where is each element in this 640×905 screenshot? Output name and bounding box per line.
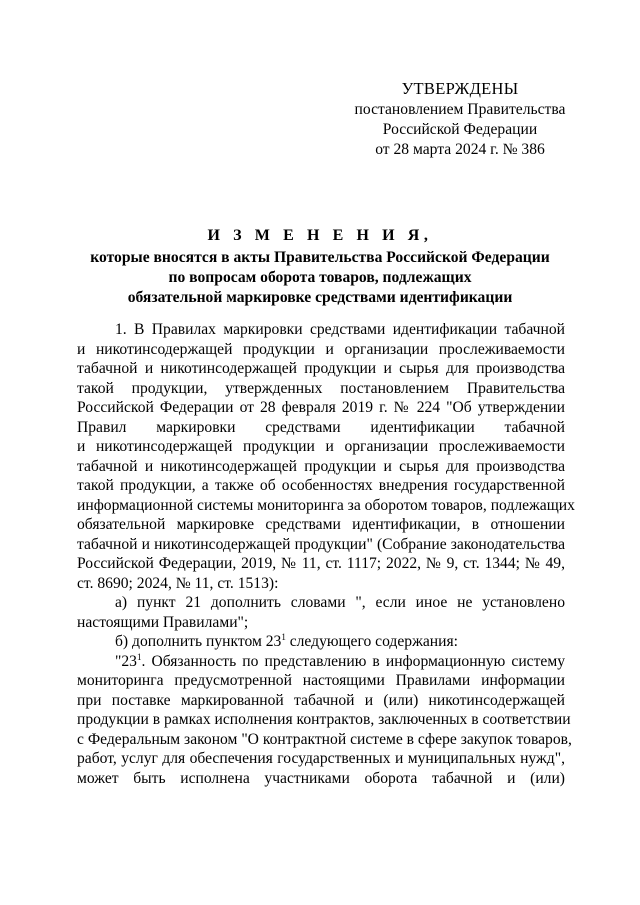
document-body	[77, 320, 575, 788]
body-text: "23	[115, 652, 137, 670]
superscript: 1	[281, 632, 286, 642]
body-line: 1. В Правилах маркировки средствами идентификации табачной	[115, 321, 565, 338]
approval-line: от 28 марта 2024 г. № 386	[375, 141, 545, 158]
body-line-with-superscript	[77, 652, 565, 672]
body-line: мониторинга предусмотренной настоящими Правилами информации	[77, 672, 565, 689]
body-line: Российской Федерации от 28 февраля 2019 г. № 224 "Об утверждении	[77, 399, 565, 416]
body-line: Правил маркировки средствами идентификации табачной	[77, 418, 565, 436]
body-line: ст. 8690; 2024, № 11, ст. 1513):	[77, 574, 279, 592]
approval-title: УТВЕРЖДЕНЫ	[401, 79, 519, 98]
body-line: настоящими Правилами";	[77, 613, 249, 631]
approval-line: Российской Федерации	[382, 121, 538, 138]
body-line: с Федеральным законом "О контрактной системе в сфере закупок товаров,	[77, 730, 572, 748]
subtitle-line: которые вносятся в акты Правительства Российской Федерации	[90, 249, 550, 266]
body-line: а) пункт 21 дополнить словами ", если иное не установлено	[115, 594, 565, 611]
body-line: такой продукции, утвержденных постановлением Правительства	[77, 379, 565, 397]
body-line: и никотинсодержащей продукции и организации прослеживаемости	[77, 340, 565, 358]
body-text: б) дополнить пунктом 23	[115, 633, 282, 650]
body-line: работ, услуг для обеспечения государственных и муниципальных нужд",	[77, 750, 565, 767]
body-line: обязательной маркировке средствами идентификации, в отношении	[77, 516, 565, 533]
subtitle-line: обязательной маркировке средствами идентификации	[127, 289, 513, 306]
body-line: и никотинсодержащей продукции и организации прослеживаемости	[77, 438, 565, 455]
approval-line: постановлением Правительства	[354, 101, 566, 118]
body-line-with-superscript	[77, 632, 565, 652]
body-line: табачной и никотинсодержащей продукции" (Собрание законодательства	[77, 535, 565, 553]
body-line: при поставке маркированной табачной и (или) никотинсодержащей	[77, 691, 565, 709]
document-subtitle	[60, 248, 580, 308]
body-text: следующего содержания:	[285, 633, 458, 650]
body-line: может быть исполнена участниками оборота табачной и (или)	[77, 769, 565, 787]
body-line: табачной и никотинсодержащей продукции и сырья для производства	[77, 360, 565, 377]
document-title: И З М Е Н Е Н И Я,	[207, 227, 433, 244]
approval-block	[340, 79, 580, 160]
subtitle-line: по вопросам оборота товаров, подлежащих	[168, 269, 472, 286]
body-line: табачной и никотинсодержащей продукции и сырья для производства	[77, 457, 565, 475]
body-line: такой продукции, а также об особенностях внедрения государственной	[77, 477, 565, 494]
body-text: . Обязанность по представлению в информационную систему	[141, 652, 565, 670]
body-line: информационной системы мониторинга за оборотом товаров, подлежащих	[77, 496, 575, 514]
body-line: продукции в рамках исполнения контрактов, заключенных в соответствии	[77, 711, 571, 728]
superscript: 1	[136, 651, 142, 662]
body-line: Российской Федерации, 2019, № 11, ст. 1117; 2022, № 9, ст. 1344; № 49,	[77, 555, 565, 572]
